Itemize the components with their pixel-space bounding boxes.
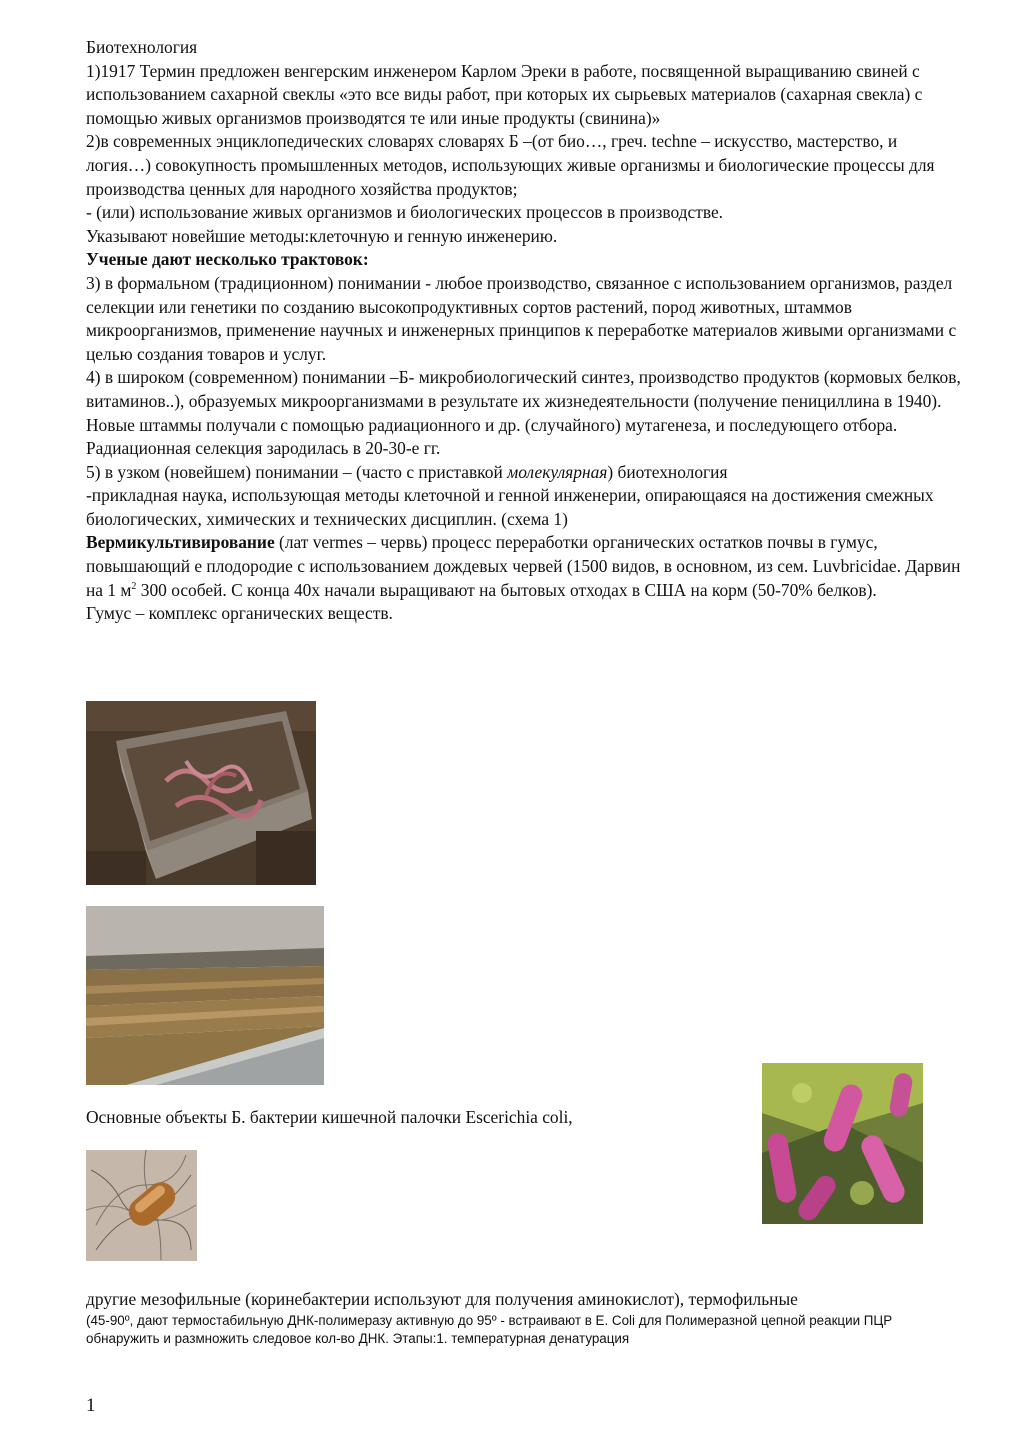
p7-after: ) биотехнология <box>607 461 728 482</box>
paragraph-2: 2)в современных энциклопедических словарях словарях Б –(от био…, греч. techne – искусство, мастерство, и логия…) совокупность промышленных методов, использующих живые организмы и биологические процессы для производства ценных для народного хозяйства продуктов; <box>86 131 935 199</box>
bottom-sans-text: (45-90º, дают термостабильную ДНК-полимеразу активную до 95º - встраивают в E. Coli для Полимеразной цепной реакции ПЦР обнаружить и размножить следовое кол-во ДНК. Этапы:1. температурная денатурация <box>86 1312 893 1347</box>
p7-italic: молекулярная <box>507 461 608 482</box>
doc-title: Биотехнология <box>86 37 198 57</box>
section-heading: Ученые дают несколько трактовок: <box>86 249 369 270</box>
p7-before: 5) в узком (новейшем) понимании – (часто с приставкой <box>86 461 508 482</box>
page-number: 1 <box>86 1395 96 1416</box>
paragraph-5: 3) в формальном (традиционном) понимании - любое производство, связанное с использованием организмов, раздел селекции или генетики по созданию высокопродуктивных сортов растений, пород животных, штаммов микроорганизмов, применение научных и инженерных принципов к переработке материалов живыми организмами с целью создания товаров и услуг. <box>86 272 957 364</box>
bottom-serif-line: другие мезофильные (коринебактерии используют для получения аминокислот), термофильные <box>86 1289 798 1309</box>
vermiculture-text-a: (лат vermes – червь) процесс переработки органических остатков почвы в гумус, повышающий е плодородие с использованием дождевых червей (1500 видов, в основном, из сем. Luvbricidae. Дарвин на 1 м <box>86 532 961 600</box>
bottom-paragraph <box>86 1288 966 1349</box>
paragraph-6: 4) в широком (современном) понимании –Б- микробиологический синтез, производство продуктов (кормовых белков, витаминов..), образуемых микроорганизмами в результате их жизнедеятельности (получение пенициллина в 1940). Новые штаммы получали с помощью радиационного и др. (случайного) мутагенеза, и последующего отбора. Радиационная селекция зародилась в 20-30-е гг. <box>86 367 961 459</box>
objects-caption: Основные объекты Б. бактерии кишечной палочки Escerichia coli, <box>86 1107 573 1127</box>
worms-container-image <box>86 701 316 885</box>
superscript-2: 2 <box>131 580 137 592</box>
paragraph-8: -прикладная наука, использующая методы клеточной и генной инженерии, опирающаяся на достижения смежных биологических, химических и технических дисциплин. (схема 1) <box>86 485 934 529</box>
vermiculture-text-b: 300 особей. С конца 40х начали выращивают на бытовых отходах в США на корм (50-70% белков). <box>136 579 877 600</box>
vermiculture-term: Вермикультивирование <box>86 532 275 553</box>
paragraph-4: Указывают новейшие методы:клеточную и генную инженерию. <box>86 225 558 246</box>
bacterium-flagella-image <box>86 1150 197 1261</box>
paragraph-vermiculture <box>86 531 966 602</box>
compost-beds-image <box>86 906 324 1085</box>
paragraph-7 <box>86 461 966 485</box>
paragraph-1: 1)1917 Термин предложен венгерским инженером Карлом Эреки в работе, посвященной выращиванию свиней с использованием сахарной свеклы «это все виды работ, при которых их сырьевых материалов (сахарная свекла) с помощью живых организмов производятся те или иные продукты (свинина)» <box>86 60 923 128</box>
paragraph-3: - (или) использование живых организмов и биологических процессов в производстве. <box>86 202 724 223</box>
main-text <box>86 36 966 626</box>
e-coli-microscopy-image <box>762 1063 923 1224</box>
paragraph-humus: Гумус – комплекс органических веществ. <box>86 603 393 624</box>
